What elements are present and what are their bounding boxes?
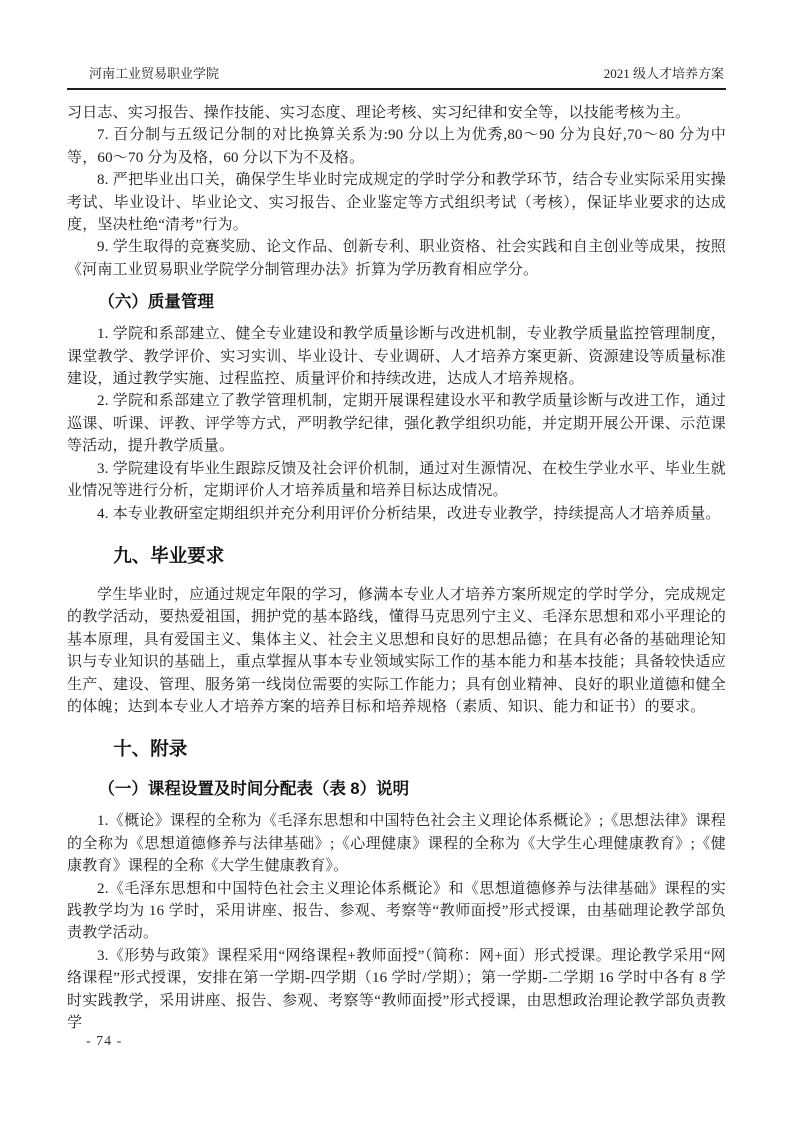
subsection-heading-quality-management: （六）质量管理 — [98, 293, 214, 312]
document-body — [67, 102, 726, 1034]
paragraph-graduation-requirements: 学生毕业时，应通过规定年限的学习，修满本专业人才培养方案所规定的学时学分，完成规定的教学活动，要热爱祖国，拥护党的基本路线，懂得马克思列宁主义、毛泽东思想和邓小平理论的基本原理，具有爱国主义、集体主义、社会主义思想和良好的思想品德；在具有必备的基础理论知识与专业知识的基础上，重点掌握从事本专业领域实际工作的基本能力和基本技能；具备较快适应生产、建设、管理、服务第一线岗位需要的实际工作能力；具有创业精神、良好的职业道德和健全的体魄；达到本专业人才培养方案的培养目标和培养规格（素质、知识、能力和证书）的要求。 — [67, 586, 726, 715]
paragraph-quality-4: 4. 本专业教研室定期组织并充分利用评价分析结果，改进专业教学，持续提高人才培养质量。 — [97, 505, 721, 522]
header-school-name: 河南工业贸易职业学院 — [89, 66, 220, 81]
paragraph-appendix-3: 3.《形势与政策》课程采用“网络课程+教师面授”（简称：网+面）形式授课。理论教学采用“网络课程”形式授课，安排在第一学期-四学期（16 学时/学期）；第一学期-二学期 16 学时中各有 8 学时实践教学，采用讲座、报告、参观、考察等“教师面授”形式授课，由思想政治理论教学部负责教学 — [67, 947, 726, 1031]
paragraph-item-9: 9. 学生取得的竞赛奖励、论文作品、创新专利、职业资格、社会实践和自主创业等成果，按照《河南工业贸易职业学院学分制管理办法》折算为学历教育相应学分。 — [67, 239, 726, 278]
section-heading-appendix: 十、附录 — [113, 738, 188, 760]
paragraph-continuation: 习日志、实习报告、操作技能、实习态度、理论考核、实习纪律和安全等，以技能考核为主。 — [67, 105, 691, 121]
page-header — [67, 66, 726, 90]
paragraph-item-7: 7. 百分制与五级记分制的对比换算关系为:90 分以上为优秀,80～90 分为良好,70～80 分为中等，60～70 分为及格，60 分以下为不及格。 — [67, 127, 726, 166]
paragraph-quality-2: 2. 学院和系部建立了教学管理机制，定期开展课程建设水平和教学质量诊断与改进工作，通过巡课、听课、评教、评学等方式，严明教学纪律，强化教学组织功能，并定期开展公开课、示范课等活动，提升教学质量。 — [67, 393, 726, 455]
header-doc-title: 2021 级人才培养方案 — [603, 66, 724, 81]
page-footer — [86, 1034, 122, 1050]
page-number: - 74 - — [86, 1034, 123, 1049]
section-heading-graduation-requirements: 九、毕业要求 — [113, 544, 225, 566]
paragraph-item-8: 8. 严把毕业出口关，确保学生毕业时完成规定的学时学分和教学环节，结合专业实际采用实操考试、毕业设计、毕业论文、实习报告、企业鉴定等方式组织考试（考核），保证毕业要求的达成度，坚决杜绝“清考”行为。 — [67, 172, 726, 234]
subsection-heading-course-table-notes: （一）课程设置及时间分配表（表 8）说明 — [98, 780, 410, 799]
paragraph-quality-1: 1. 学院和系部建立、健全专业建设和教学质量诊断与改进机制，专业教学质量监控管理制度，课堂教学、教学评价、实习实训、毕业设计、专业调研、人才培养方案更新、资源建设等质量标准建设，通过教学实施、过程监控、质量评价和持续改进，达成人才培养规格。 — [67, 326, 726, 388]
paragraph-quality-3: 3. 学院建设有毕业生跟踪反馈及社会评价机制，通过对生源情况、在校生学业水平、毕业生就业情况等进行分析，定期评价人才培养质量和培养目标达成情况。 — [67, 460, 726, 500]
paragraph-appendix-1: 1.《概论》课程的全称为《毛泽东思想和中国特色社会主义理论体系概论》;《思想法律》课程的全称为《思想道德修养与法律基础》;《心理健康》课程的全称为《大学生心理健康教育》;《健康教育》课程的全称《大学生健康教育》。 — [67, 813, 726, 875]
paragraph-appendix-2: 2.《毛泽东思想和中国特色社会主义理论体系概论》和《思想道德修养与法律基础》课程的实践教学均为 16 学时，采用讲座、报告、参观、考察等“教师面授”形式授课，由基础理论教学部负责教学活动。 — [67, 880, 726, 942]
